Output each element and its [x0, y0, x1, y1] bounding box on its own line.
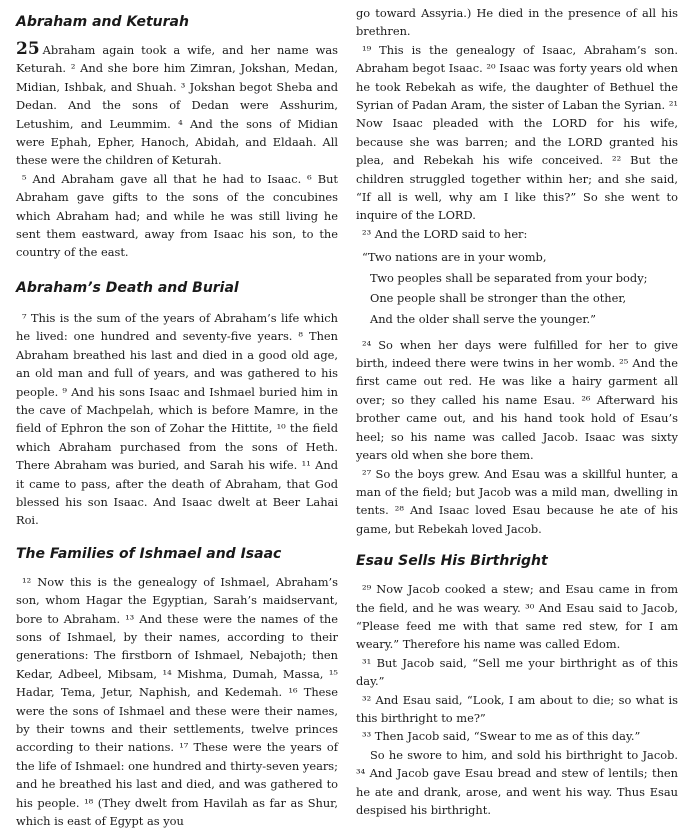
paragraph-despised: So he swore to him, and sold his birthright to Jacob. ³⁴ And Jacob gave Esau bread and stew of lentils; then he ate and drank, arose, and went his way. Thus Esau despised his birthright. — [356, 747, 678, 817]
poem-line: One people shall be stronger than the other, — [370, 291, 627, 306]
paragraph-lord-said: ²³ And the LORD said to her: — [362, 226, 528, 241]
paragraph-sell-birthright: ³¹ But Jacob said, “Sell me your birthright as of this day.” — [356, 655, 678, 689]
paragraph-about-to-die: ³² And Esau said, “Look, I am about to die; so what is this birthright to me?” — [356, 692, 678, 725]
paragraph-stew: ²⁹ Now Jacob cooked a stew; and Esau came in from the field, and he was weary. ³⁰ And Esau said to Jacob, “Please feed me with that same red stew, for I am weary.” Therefore his name was called Edom. — [356, 582, 678, 652]
poem-line: Two peoples shall be separated from your body; — [370, 270, 648, 285]
left-column — [16, 0, 338, 830]
heading-families: The Families of Ishmael and Isaac — [16, 545, 282, 562]
poem-line: And the older shall serve the younger.” — [370, 312, 596, 327]
right-column — [356, 0, 678, 819]
paragraph-twins: ²⁴ So when her days were fulfilled for her to give birth, indeed there were twins in her womb. ²⁵ And the first came out red. He was like a hairy garment all over; so they called his name Esau. ²⁶ Afterward his brother came out, and his hand took hold of Esau’s heel; so his name was called Jacob. Isaac was sixty years old when she bore them. — [356, 337, 678, 463]
paragraph-abraham-death: ⁷ This is the sum of the years of Abraham’s life which he lived: one hundred and seventy-five years. ⁸ Then Abraham breathed his last and died in a good old age, an old man and full of years, and was gathered to his people. ⁹ And his sons Isaac and Ishmael buried him in the cave of Machpelah, which is before Mamre, in the field of Ephron the son of Zohar the Hittite, ¹⁰ the field which Abraham purchased from the sons of Heth. There Abraham was buried, and Sarah his wife. ¹¹ And it came to pass, after the death of Abraham, that God blessed his son Isaac. And Isaac dwelt at Beer Lahai Roi. — [16, 310, 338, 528]
paragraph-boys-grew: ²⁷ So the boys grew. And Esau was a skillful hunter, a man of the field; but Jacob was a mild man, dwelling in tents. ²⁸ And Isaac loved Esau because he ate of his game, but Rebekah loved Jacob. — [356, 466, 678, 536]
paragraph-assyria: go toward Assyria.) He died in the presence of all his brethren. — [356, 6, 678, 39]
paragraph-ishmael-genealogy: ¹² Now this is the genealogy of Ishmael, Abraham’s son, whom Hagar the Egyptian, Sarah’s maidservant, bore to Abraham. ¹³ And these were the names of the sons of Ishmael, by their names, according to their generations: The firstborn of Ishmael, Nebajoth; then Kedar, Adbeel, Mibsam, ¹⁴ Mishma, Dumah, Massa, ¹⁵ Hadar, Tema, Jetur, Naphish, and Kedemah. ¹⁶ These were the sons of Ishmael and these were their names, by their towns and their settlements, twelve princes according to their nations. ¹⁷ These were the years of the life of Ishmael: one hundred and thirty-seven years; and he breathed his last and died, and was gathered to his people. ¹⁸ (They dwelt from Havilah as far as Shur, which is east of Egypt as you — [16, 574, 338, 829]
poem-two-nations — [356, 247, 678, 329]
heading-abraham-death: Abraham’s Death and Burial — [16, 279, 239, 296]
paragraph-keturah: 25 Abraham again took a wife, and her name was Keturah. ² And she bore him Zimran, Jokshan, Medan, Midian, Ishbak, and Shuah. ³ Jokshan begot Sheba and Dedan. And the sons of Dedan were Asshurim, Letushim, and Leummim. ⁴ And the sons of Midian were Ephah, Epher, Hanoch, Abidah, and Eldaah. All these were the children of Keturah. — [16, 39, 338, 168]
paragraph-swear: ³³ Then Jacob said, “Swear to me as of this day.” — [362, 729, 641, 744]
paragraph-isaac-genealogy: ¹⁹ This is the genealogy of Isaac, Abraham’s son. Abraham begot Isaac. ²⁰ Isaac was forty years old when he took Rebekah as wife, the daughter of Bethuel the Syrian of Padan Aram, the sister of Laban the Syrian. ²¹ Now Isaac pleaded with the LORD for his wife, because she was barren; and the LORD granted his plea, and Rebekah his wife conceived. ²² But the children struggled together within her; and she said, “If all is well, why am I like this?” So she went to inquire of the LORD. — [356, 42, 678, 223]
chapter-number: 25 — [16, 39, 40, 59]
heading-abraham-keturah: Abraham and Keturah — [16, 14, 189, 30]
heading-birthright: Esau Sells His Birthright — [356, 553, 548, 570]
paragraph-gifts: ⁵ And Abraham gave all that he had to Isaac. ⁶ But Abraham gave gifts to the sons of the concubines which Abraham had; and while he was still living he sent them eastward, away from Isaac his son, to the country of the east. — [16, 171, 338, 260]
poem-line: “Two nations are in your womb, — [362, 250, 547, 265]
